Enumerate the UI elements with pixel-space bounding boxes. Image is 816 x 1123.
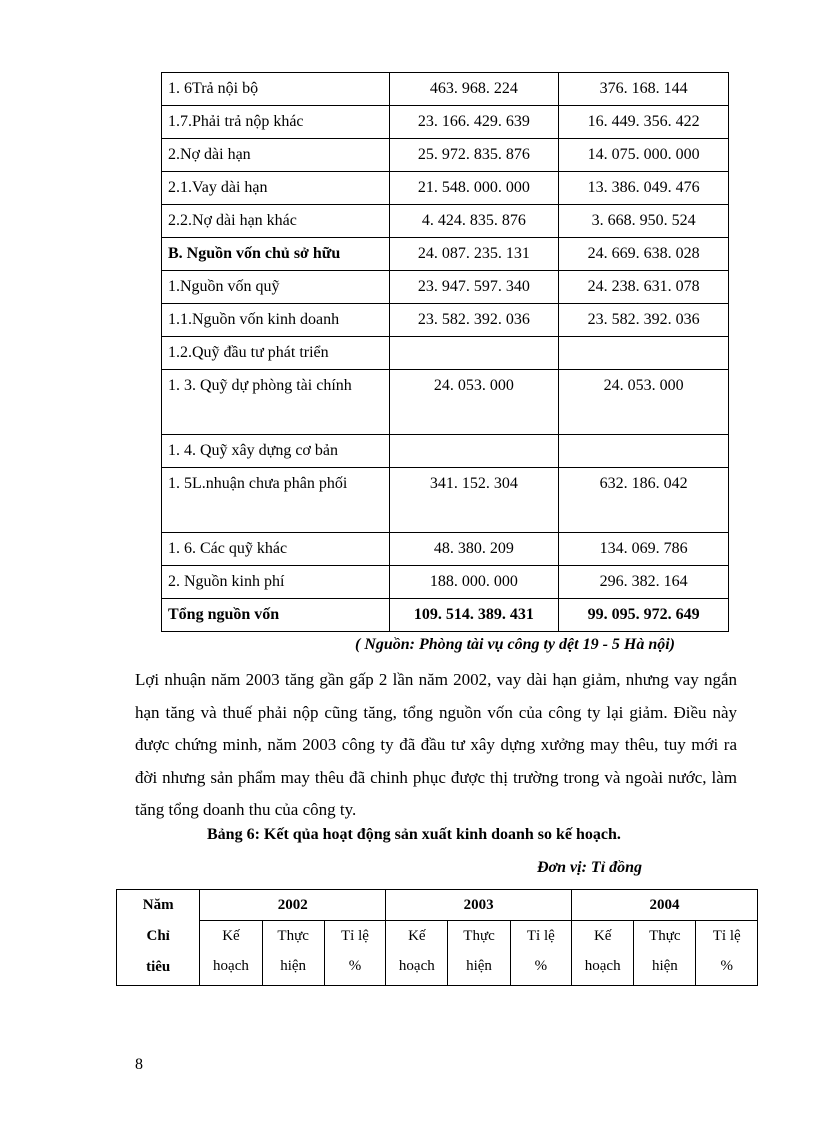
sub-line: Thực bbox=[277, 928, 309, 944]
value-2002: 341. 152. 304 bbox=[389, 468, 559, 533]
sub-line: Tỉ lệ bbox=[526, 928, 555, 944]
row-label: 1. 4. Quỹ xây dựng cơ bản bbox=[162, 435, 390, 468]
sub-line: hiện bbox=[280, 958, 307, 974]
year-header: 2004 bbox=[572, 890, 758, 921]
sub-line: % bbox=[348, 958, 362, 974]
row-label: 1.7.Phải trả nộp khác bbox=[162, 106, 390, 139]
value-2003: 376. 168. 144 bbox=[559, 73, 729, 106]
table-caption: Bảng 6: Kết qủa hoạt động sản xuất kinh doanh so kế hoạch. bbox=[207, 826, 621, 843]
value-2002: 23. 166. 429. 639 bbox=[389, 106, 559, 139]
value-2003 bbox=[559, 337, 729, 370]
sub-line: hiện bbox=[651, 958, 678, 974]
sub-line: Thực bbox=[649, 928, 681, 944]
table-row bbox=[162, 337, 729, 370]
sub-line: hoạch bbox=[213, 958, 249, 974]
value-2003: 3. 668. 950. 524 bbox=[559, 205, 729, 238]
sub-line: hoạch bbox=[398, 958, 435, 974]
value-2003: 24. 669. 638. 028 bbox=[559, 238, 729, 271]
sub-line: Tỉ lệ bbox=[712, 928, 741, 944]
year-header: 2003 bbox=[386, 890, 572, 921]
table-row bbox=[162, 139, 729, 172]
corner-header bbox=[117, 890, 200, 986]
value-2003: 99. 095. 972. 649 bbox=[559, 599, 729, 632]
actual-header bbox=[448, 921, 510, 986]
row-label: 1. 6. Các quỹ khác bbox=[162, 533, 390, 566]
corner-indicator-2: tiêu bbox=[146, 959, 171, 975]
sub-line: hiện bbox=[466, 958, 492, 974]
value-2002: 48. 380. 209 bbox=[389, 533, 559, 566]
row-label: 1.Nguồn vốn quỹ bbox=[162, 271, 390, 304]
table-row bbox=[162, 271, 729, 304]
row-label: 1.2.Quỹ đầu tư phát triển bbox=[162, 337, 390, 370]
table-row-section bbox=[162, 238, 729, 271]
table-row-total bbox=[162, 599, 729, 632]
sub-line: hoạch bbox=[584, 958, 621, 974]
plan-header bbox=[386, 921, 448, 986]
plan-results-table bbox=[116, 889, 758, 986]
ratio-header bbox=[696, 921, 758, 986]
row-label: 1. 5L.nhuận chưa phân phối bbox=[162, 468, 390, 533]
row-label: 1. 6Trả nội bộ bbox=[162, 73, 390, 106]
row-label: 2.Nợ dài hạn bbox=[162, 139, 390, 172]
sub-line: Thực bbox=[463, 928, 495, 944]
year-header: 2002 bbox=[200, 890, 386, 921]
ratio-header bbox=[324, 921, 386, 986]
value-2002: 188. 000. 000 bbox=[389, 566, 559, 599]
ratio-header bbox=[510, 921, 572, 986]
unit-label: Đơn vị: Tỉ đồng bbox=[537, 859, 643, 876]
table-row bbox=[162, 566, 729, 599]
value-2003: 296. 382. 164 bbox=[559, 566, 729, 599]
row-label: B. Nguồn vốn chủ sở hữu bbox=[162, 238, 390, 271]
plan-header bbox=[200, 921, 262, 986]
sub-line: % bbox=[534, 958, 548, 974]
plan-header bbox=[572, 921, 634, 986]
value-2002: 463. 968. 224 bbox=[389, 73, 559, 106]
page-number: 8 bbox=[135, 1056, 143, 1073]
corner-year: Năm bbox=[142, 897, 174, 913]
value-2003: 16. 449. 356. 422 bbox=[559, 106, 729, 139]
row-label: Tổng nguồn vốn bbox=[162, 599, 390, 632]
value-2002 bbox=[389, 435, 559, 468]
table-row bbox=[162, 172, 729, 205]
table-row bbox=[162, 73, 729, 106]
value-2002: 21. 548. 000. 000 bbox=[389, 172, 559, 205]
sub-line: % bbox=[720, 958, 733, 974]
sub-line: Kế bbox=[408, 928, 426, 944]
value-2003: 134. 069. 786 bbox=[559, 533, 729, 566]
row-label: 2.1.Vay dài hạn bbox=[162, 172, 390, 205]
value-2003 bbox=[559, 435, 729, 468]
value-2003: 14. 075. 000. 000 bbox=[559, 139, 729, 172]
value-2003: 24. 238. 631. 078 bbox=[559, 271, 729, 304]
sub-line: Tỉ lệ bbox=[341, 928, 369, 944]
value-2002: 24. 053. 000 bbox=[389, 370, 559, 435]
value-2002: 25. 972. 835. 876 bbox=[389, 139, 559, 172]
row-label: 1.1.Nguồn vốn kinh doanh bbox=[162, 304, 390, 337]
balance-sheet-table bbox=[161, 72, 729, 632]
row-label: 2.2.Nợ dài hạn khác bbox=[162, 205, 390, 238]
table-row bbox=[162, 205, 729, 238]
table-row bbox=[162, 106, 729, 139]
table-header-row bbox=[117, 890, 758, 921]
value-2003: 23. 582. 392. 036 bbox=[559, 304, 729, 337]
value-2002: 109. 514. 389. 431 bbox=[389, 599, 559, 632]
row-label: 2. Nguồn kinh phí bbox=[162, 566, 390, 599]
body-paragraph: Lợi nhuận năm 2003 tăng gần gấp 2 lần năm 2002, vay dài hạn giảm, nhưng vay ngắn hạn tăng và thuế phải nộp cũng tăng, tổng nguồn vốn của công ty lại giảm. Điều này được chứng minh, năm 2003 công ty đã đầu tư xây dựng xưởng may thêu, tuy mới ra đời nhưng sản phẩm may thêu đã chinh phục được thị trường trong và ngoài nước, làm tăng tổng doanh thu của công ty. bbox=[135, 670, 737, 819]
sub-line: Kế bbox=[222, 928, 240, 944]
table-row bbox=[162, 304, 729, 337]
value-2002: 23. 582. 392. 036 bbox=[389, 304, 559, 337]
value-2003: 24. 053. 000 bbox=[559, 370, 729, 435]
value-2002: 4. 424. 835. 876 bbox=[389, 205, 559, 238]
table-row bbox=[162, 468, 729, 533]
table-subheader-row bbox=[117, 921, 758, 986]
source-note: ( Nguồn: Phòng tài vụ công ty dệt 19 - 5 Hà nội) bbox=[355, 636, 676, 653]
value-2002: 23. 947. 597. 340 bbox=[389, 271, 559, 304]
value-2002: 24. 087. 235. 131 bbox=[389, 238, 559, 271]
corner-indicator-1: Chỉ bbox=[146, 928, 170, 944]
value-2003: 632. 186. 042 bbox=[559, 468, 729, 533]
actual-header bbox=[262, 921, 324, 986]
value-2002 bbox=[389, 337, 559, 370]
table-row bbox=[162, 370, 729, 435]
row-label: 1. 3. Quỹ dự phòng tài chính bbox=[162, 370, 390, 435]
actual-header bbox=[634, 921, 696, 986]
sub-line: Kế bbox=[593, 928, 612, 944]
table-row bbox=[162, 435, 729, 468]
value-2003: 13. 386. 049. 476 bbox=[559, 172, 729, 205]
table-row bbox=[162, 533, 729, 566]
